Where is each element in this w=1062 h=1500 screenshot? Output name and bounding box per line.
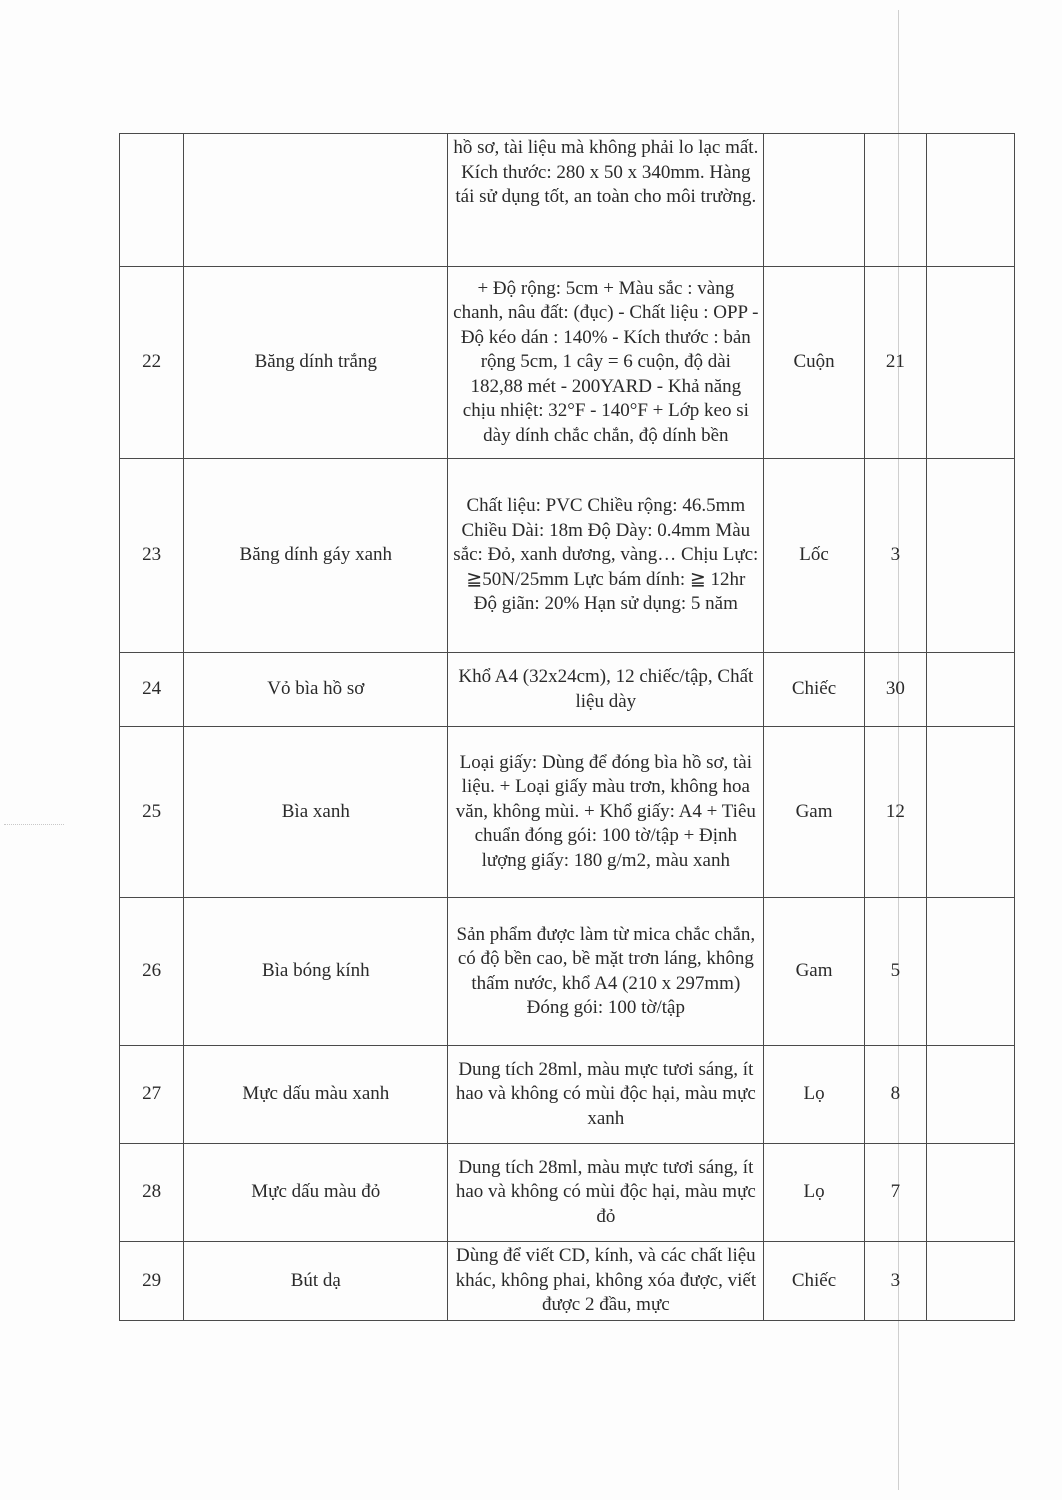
table-row bbox=[120, 267, 1015, 459]
cell-unit: Chiếc bbox=[764, 653, 864, 727]
cell-name: Bìa xanh bbox=[184, 727, 448, 898]
cell-no: 29 bbox=[120, 1242, 184, 1321]
cell-no: 22 bbox=[120, 267, 184, 459]
cell-unit: Chiếc bbox=[764, 1242, 864, 1321]
cell-spec: Chất liệu: PVC Chiều rộng: 46.5mm Chiều Dài: 18m Độ Dày: 0.4mm Màu sắc: Đỏ, xanh dương, vàng… Chịu Lực: ≧50N/25mm Lực bám dính: ≧ 12hr Độ giãn: 20% Hạn sử dụng: 5 năm bbox=[448, 459, 764, 653]
cell-spec: Dung tích 28ml, màu mực tươi sáng, ít hao và không có mùi độc hại, màu mực đỏ bbox=[448, 1144, 764, 1242]
cell-name: Bút dạ bbox=[184, 1242, 448, 1321]
cell-no: 26 bbox=[120, 898, 184, 1046]
table-row bbox=[120, 653, 1015, 727]
table-row bbox=[120, 1046, 1015, 1144]
cell-qty: 12 bbox=[864, 727, 926, 898]
cell-note bbox=[926, 898, 1014, 1046]
cell-spec: hồ sơ, tài liệu mà không phải lo lạc mất. Kích thước: 280 x 50 x 340mm. Hàng tái sử dụng tốt, an toàn cho môi trường. bbox=[448, 134, 764, 267]
cell-unit: Lọ bbox=[764, 1144, 864, 1242]
cell-no: 28 bbox=[120, 1144, 184, 1242]
table-row bbox=[120, 134, 1015, 267]
cell-note bbox=[926, 459, 1014, 653]
cell-qty: 30 bbox=[864, 653, 926, 727]
cell-no: 25 bbox=[120, 727, 184, 898]
table-row bbox=[120, 1144, 1015, 1242]
scan-mark bbox=[4, 824, 64, 825]
cell-qty: 8 bbox=[864, 1046, 926, 1144]
cell-note bbox=[926, 267, 1014, 459]
cell-spec: Dung tích 28ml, màu mực tươi sáng, ít hao và không có mùi độc hại, màu mực xanh bbox=[448, 1046, 764, 1144]
cell-qty: 7 bbox=[864, 1144, 926, 1242]
cell-unit: Gam bbox=[764, 727, 864, 898]
cell-spec: + Độ rộng: 5cm + Màu sắc : vàng chanh, nâu đất: (đục) - Chất liệu : OPP - Độ kéo dán : 140% - Kích thước : bản rộng 5cm, 1 cây = 6 cuộn, độ dài 182,88 mét - 200YARD - Khả năng chịu nhiệt: 32°F - 140°F + Lớp keo si dày dính chắc chắn, độ dính bền bbox=[448, 267, 764, 459]
cell-spec: Sản phẩm được làm từ mica chắc chắn, có độ bền cao, bề mặt trơn láng, không thấm nước, khổ A4 (210 x 297mm) Đóng gói: 100 tờ/tập bbox=[448, 898, 764, 1046]
cell-qty: 3 bbox=[864, 459, 926, 653]
cell-unit: Cuộn bbox=[764, 267, 864, 459]
table-row bbox=[120, 1242, 1015, 1321]
cell-unit: Gam bbox=[764, 898, 864, 1046]
cell-name: Bìa bóng kính bbox=[184, 898, 448, 1046]
cell-name: Mực dấu màu xanh bbox=[184, 1046, 448, 1144]
cell-spec: Khổ A4 (32x24cm), 12 chiếc/tập, Chất liệu dày bbox=[448, 653, 764, 727]
cell-name: Băng dính trắng bbox=[184, 267, 448, 459]
cell-no: 24 bbox=[120, 653, 184, 727]
cell-spec: Dùng để viết CD, kính, và các chất liệu khác, không phai, không xóa được, viết được 2 đầu, mực bbox=[448, 1242, 764, 1321]
cell-name bbox=[184, 134, 448, 267]
cell-unit: Lốc bbox=[764, 459, 864, 653]
cell-unit bbox=[764, 134, 864, 267]
cell-note bbox=[926, 1046, 1014, 1144]
cell-qty bbox=[864, 134, 926, 267]
cell-note bbox=[926, 134, 1014, 267]
cell-qty: 3 bbox=[864, 1242, 926, 1321]
cell-qty: 5 bbox=[864, 898, 926, 1046]
cell-name: Băng dính gáy xanh bbox=[184, 459, 448, 653]
supplies-table bbox=[119, 133, 1015, 1321]
cell-note bbox=[926, 727, 1014, 898]
cell-spec: Loại giấy: Dùng để đóng bìa hồ sơ, tài liệu. + Loại giấy màu trơn, không hoa văn, không mùi. + Khổ giấy: A4 + Tiêu chuẩn đóng gói: 100 tờ/tập + Định lượng giấy: 180 g/m2, màu xanh bbox=[448, 727, 764, 898]
cell-no: 27 bbox=[120, 1046, 184, 1144]
cell-unit: Lọ bbox=[764, 1046, 864, 1144]
table-row bbox=[120, 898, 1015, 1046]
cell-note bbox=[926, 653, 1014, 727]
cell-note bbox=[926, 1242, 1014, 1321]
cell-qty: 21 bbox=[864, 267, 926, 459]
cell-note bbox=[926, 1144, 1014, 1242]
table-row bbox=[120, 727, 1015, 898]
table-row bbox=[120, 459, 1015, 653]
cell-no: 23 bbox=[120, 459, 184, 653]
cell-name: Mực dấu màu đỏ bbox=[184, 1144, 448, 1242]
cell-name: Vỏ bìa hồ sơ bbox=[184, 653, 448, 727]
cell-no bbox=[120, 134, 184, 267]
